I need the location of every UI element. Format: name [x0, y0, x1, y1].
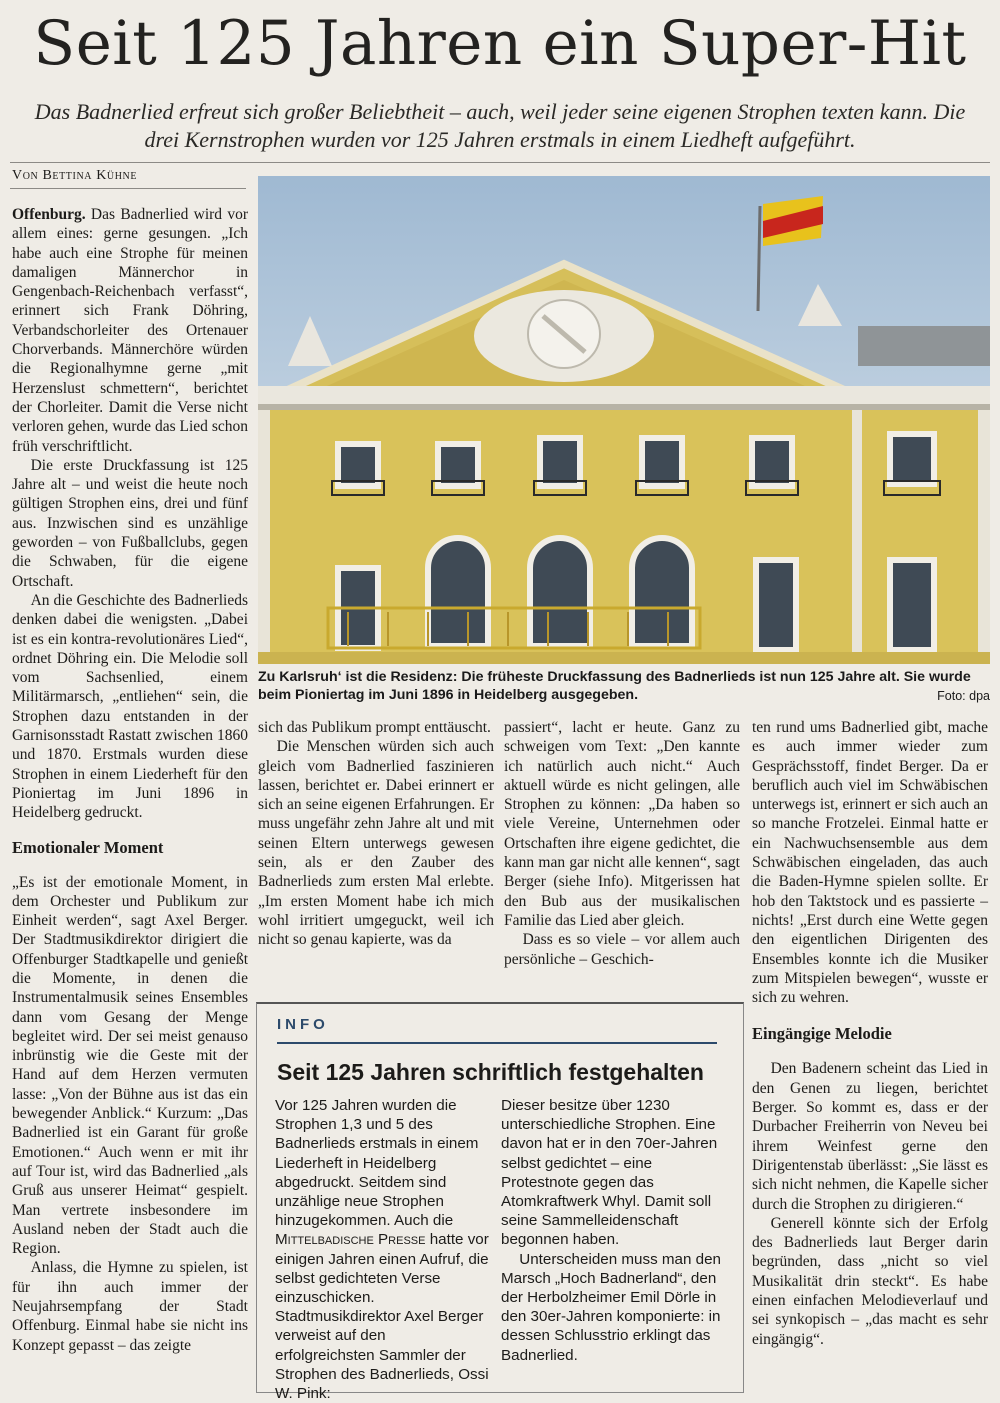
- paragraph: ten rund ums Badnerlied gibt, mache es auch immer wieder zum Gesprächsstoff, findet Berger. Da er beruflich auch viel im Schwäbischen unterwegs ist, erinnert er sich auch an so manche Frotzelei. Einmal hatte er ein Nachwuchsensemble aus dem Schwäbischen eingeladen, das auch die Baden-Hymne spielen sollte. Er hob den Taktstock und es passierte – nichts! „Erst durch eine Wette gegen den eigentlichen Dirigenten des Ensembles konnte ich die Musiker zum Mitspielen bewegen“, wusste er sich zu wehren.: [752, 719, 988, 1007]
- byline-rule: [10, 188, 246, 189]
- paragraph: Generell könnte sich der Erfolg des Badnerlieds laut Berger darin begründen, dass „nicht so viel Musikalität drin steckt“. Es habe einen einfachen Melodieverlauf und sei synkopisch – „das macht es sehr eingängig“.: [752, 1214, 988, 1348]
- palace-illustration: [258, 176, 990, 664]
- column-3: [504, 718, 740, 969]
- newspaper-name: Mittelbadische Presse: [275, 1231, 426, 1249]
- paragraph-text: Das Badnerlied wird vor allem eines: gerne gesungen. „Ich habe auch eine Strophe für meinen damaligen Männerchor in Gengenbach-Reichenbach verfasst“, erinnert sich Frank Döhring, Verbandschorleiter des Ortenauer Chorverbands. Männerchöre würden die Regionalhymne gerne „mit Herzenslust schmettern“, berichtet der Chorleiter. Damit die Verse nicht verloren gehen, wurde das Lied schon früh verschriftlicht.: [12, 206, 248, 455]
- photo-caption: [258, 668, 990, 705]
- info-column-right: [501, 1096, 727, 1365]
- paragraph: „Es ist der emotionale Moment, in dem Orchester und Publikum zur Einheit werden“, sagt Axel Berger. Der Stadtmusikdirektor dirigiert die Offenburger Stadtkapelle und genießt die Momente, in denen die Instrumentalmusik seines Ensembles dann vom Gesang der Menge begleitet wird. Der sei meist genauso inbrünstig wie die Geste mit der Hand auf dem Herzen vermuten lasse: „Von der Bühne aus ist das ein bewegender Anblick.“ Kurzum: „Das Badnerlied ist ein Garant für große Emotionen.“ Auch wenn er mit ihr auf Tour ist, wird das Badnerlied „als Gruß aus unserer Heimat“ gespielt. Man vertrete insbesondere im Ausland neben der Stadt auch die Region.: [12, 873, 248, 1258]
- paragraph: [275, 1096, 489, 1403]
- column-4: [752, 718, 988, 1349]
- info-box: [256, 1002, 744, 1403]
- paragraph: [12, 205, 248, 456]
- byline: Von Bettina Kühne: [12, 168, 138, 183]
- paragraph: sich das Publikum prompt enttäuscht.: [258, 719, 491, 736]
- subheading: Emotionaler Moment: [12, 837, 164, 857]
- paragraph: Dass es so viele – vor allem auch persönliche – Geschich-: [504, 931, 740, 968]
- info-divider: [277, 1042, 717, 1044]
- top-rule: [10, 162, 990, 163]
- paragraph: Den Badenern scheint das Lied in den Genen zu liegen, berichtet Berger. So kommt es, dass er der Durbacher Freiherrin von Neveu bei ihrem Weinfest gerne den Dirigentenstab überlässt: „Sie lässt es sich nicht nehmen, die Kapelle sicher durch die Strophen zu dirigieren.“: [752, 1060, 988, 1213]
- residence-photo: [258, 176, 990, 664]
- info-tag: INFO: [277, 1016, 329, 1033]
- paragraph: passiert“, lacht er heute. Ganz zu schweigen vom Text: „Den kannte ich natürlich auch nicht.“ Auch aktuell würde es nicht gelingen, alle Strophen zu können: „Da haben so viele Vereine, Unternehmen oder Ortschaften ihre eigene gedichtet, die kann man gar nicht alle kennen“, sagt Berger (siehe Info). Mitgerissen hat den Bub aus der musikalischen Familie das Lied aber gleich.: [504, 719, 740, 929]
- lead-text: Das Badnerlied erfreut sich großer Beliebtheit – auch, weil jeder seine eigenen Strophen texten kann. Die drei Kernstrophen wurden vor 125 Jahren erstmals in einem Liedheft aufgeführt.: [34, 99, 966, 152]
- paragraph: Dieser besitze über 1230 unterschiedliche Strophen. Eine davon hat er in den 70er-Jahren selbst gedichtet – eine Protestnote gegen das Atomkraftwerk Whyl. Damit soll seine Sammelleidenschaft begonnen haben.: [501, 1097, 718, 1249]
- info-title: Seit 125 Jahren schriftlich festgehalten: [277, 1059, 704, 1085]
- subheading: Eingängige Melodie: [752, 1024, 892, 1044]
- photo-credit: Foto: dpa: [937, 689, 990, 703]
- info-column-left: [275, 1096, 489, 1403]
- caption-text: Zu Karlsruh‘ ist die Residenz: Die früheste Druckfassung des Badnerlieds ist nun 125 Jahre alt. Sie wurde beim Pioniertag im Juni 1896 in Heidelberg ausgegeben.: [258, 669, 971, 703]
- paragraph-text: Vor 125 Jahren wurden die Strophen 1,3 und 5 des Badnerlieds erstmals in einem Liederheft in Heidelberg abgedruckt. Seitdem sind unzählige neue Strophen hinzugekommen. Auch die: [275, 1097, 479, 1230]
- column-2: [258, 718, 494, 950]
- paragraph: An die Geschichte des Badnerlieds denken dabei die wenigsten. „Dabei ist es ein kontra-revolutionäres Lied“, ordnet Döhring ein. Die Melodie soll vom Sachsenlied, einem Militärmarsch, „entliehen“ sein, die Strophen dazu entstanden in der Garnisonsstadt Rastatt zwischen 1860 und 1870. Erstmals wurden diese Strophen in einem Liederheft für den Pioniertag im Juni 1896 in Heidelberg gedruckt.: [12, 591, 248, 822]
- paragraph: Anlass, die Hymne zu spielen, ist für ihn auch immer der Neujahrsempfang der Stadt Offenburg. Einmal habe sie nicht ins Konzept gepasst – das zeigte: [12, 1259, 248, 1354]
- paragraph-text: hatte vor einigen Jahren einen Aufruf, die selbst gedichteten Verse einzuschicken. Stadtmusikdirektor Axel Berger verweist auf den erfolgreichsten Sammler der Strophen des Badnerlieds, Ossi W. Pink:: [275, 1231, 489, 1403]
- headline: Seit 125 Jahren ein Super-Hit: [33, 8, 967, 79]
- dateline: Offenburg.: [12, 206, 86, 223]
- paragraph: Unterscheiden muss man den Marsch „Hoch Badnerland“, den der Herbolzheimer Emil Dörle in den 30er-Jahren komponierte: in dessen Schlusstrio erklingt das Badnerlied.: [501, 1250, 721, 1364]
- column-1: [12, 205, 248, 1355]
- paragraph: Die Menschen würden sich auch gleich vom Badnerlied faszinieren lassen, berichtet er. Dabei erinnert er sich an seine eigenen Erfahrungen. Er muss ungefähr zehn Jahre alt und mit seinen Eltern unterwegs gewesen sein, als er den Zauber des Badnerlieds zum ersten Mal erlebte. „Im ersten Moment habe ich mich wohl irritiert umgeguckt, weil ich nicht so genau kapierte, was da: [258, 738, 494, 949]
- paragraph: Die erste Druckfassung ist 125 Jahre alt – und weist die heute noch gültigen Strophen eins, drei und fünf aus. Inzwischen sind es unzählige geworden – von Fußballclubs, gegen die Schwaben, für die eigene Ortschaft.: [12, 456, 248, 590]
